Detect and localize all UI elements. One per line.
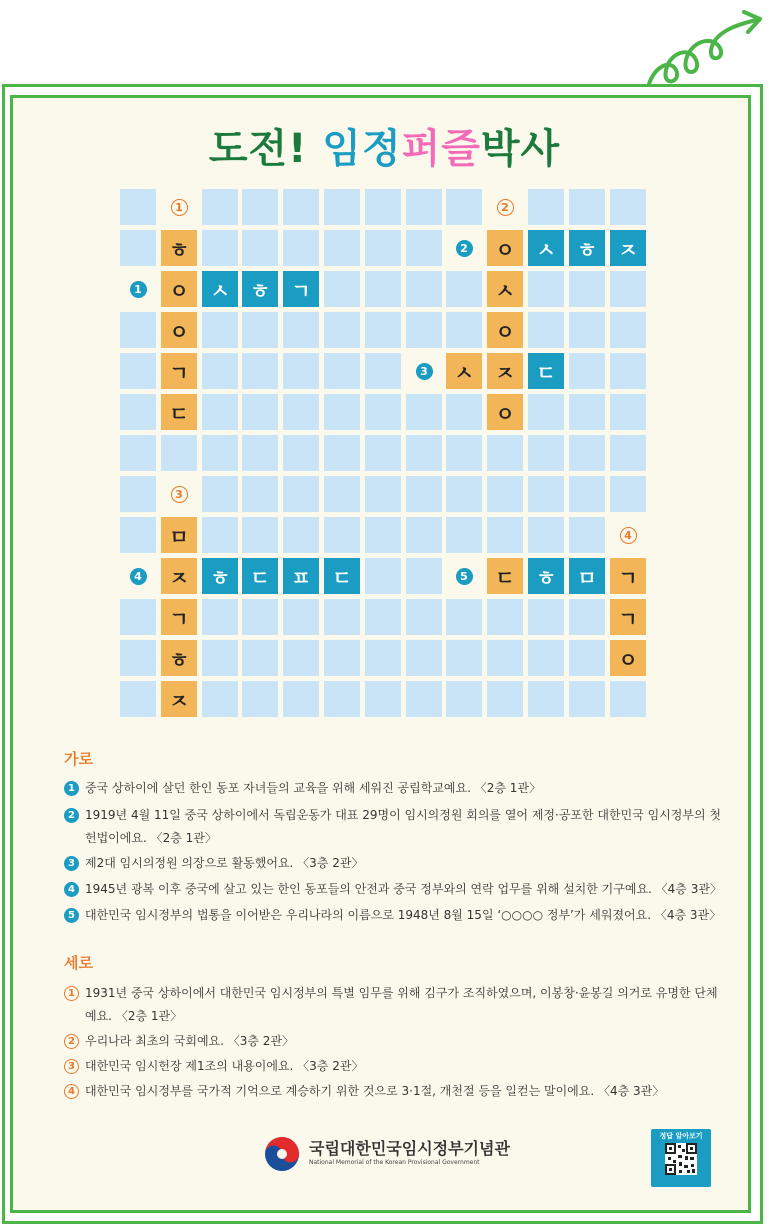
- clue-number: 4: [64, 882, 79, 897]
- blank-cell: [610, 353, 646, 389]
- blank-cell: [610, 189, 646, 225]
- blank-cell: [406, 271, 442, 307]
- blank-cell: [406, 394, 442, 430]
- blank-cell: [365, 353, 401, 389]
- letter-cell: ㅈ: [487, 353, 523, 389]
- blank-cell: [365, 681, 401, 717]
- title-part-puzzle: 퍼즐: [401, 126, 481, 172]
- blank-cell: [120, 476, 156, 512]
- clue-number: 1: [64, 781, 79, 796]
- across-clue: [64, 852, 724, 875]
- blank-cell: [242, 394, 278, 430]
- clue-number: 5: [64, 908, 79, 923]
- blank-cell: [528, 517, 564, 553]
- letter-cell: ㅇ: [487, 312, 523, 348]
- down-clue: [64, 1080, 724, 1103]
- blank-cell: [446, 312, 482, 348]
- letter-cell: ㅈ: [610, 230, 646, 266]
- blank-cell: [569, 476, 605, 512]
- across-number-marker: [446, 230, 482, 266]
- blank-cell: [528, 435, 564, 471]
- blank-cell: [202, 599, 238, 635]
- title-part-challenge: 도전!: [208, 126, 308, 172]
- blank-cell: [365, 394, 401, 430]
- blank-cell: [406, 558, 442, 594]
- letter-cell: ㅇ: [161, 312, 197, 348]
- blank-cell: [324, 599, 360, 635]
- blank-cell: [446, 189, 482, 225]
- blank-cell: [446, 599, 482, 635]
- letter-cell: ㄱ: [610, 558, 646, 594]
- blank-cell: [365, 599, 401, 635]
- down-clue: [64, 1055, 724, 1078]
- blank-cell: [528, 312, 564, 348]
- blank-cell: [487, 640, 523, 676]
- blank-cell: [487, 435, 523, 471]
- letter-cell: ㄷ: [324, 558, 360, 594]
- org-name-en: National Memorial of the Korean Provisional Government: [309, 1159, 480, 1166]
- down-heading: 세로: [64, 954, 93, 972]
- blank-cell: [202, 230, 238, 266]
- blank-cell: [365, 189, 401, 225]
- across-number-marker: [120, 558, 156, 594]
- across-number-marker: [120, 271, 156, 307]
- blank-cell: [242, 681, 278, 717]
- marker-number: 2: [497, 199, 514, 216]
- blank-cell: [202, 189, 238, 225]
- letter-cell: ㅎ: [161, 640, 197, 676]
- across-number-marker: [446, 558, 482, 594]
- taegeuk-logo-icon: [263, 1135, 301, 1173]
- blank-cell: [528, 599, 564, 635]
- letter-cell: ㅍ: [283, 558, 319, 594]
- letter-cell: ㄱ: [161, 599, 197, 635]
- down-number-marker: [161, 189, 197, 225]
- answer-qr-code[interactable]: [651, 1129, 711, 1187]
- letter-cell: ㄱ: [610, 599, 646, 635]
- blank-cell: [283, 394, 319, 430]
- blank-cell: [120, 312, 156, 348]
- blank-cell: [528, 189, 564, 225]
- blank-cell: [569, 271, 605, 307]
- clue-text: 중국 상하이에 살던 한인 동포 자녀들의 교육을 위해 세워진 공립학교예요. 〈2층 1관〉: [85, 781, 541, 795]
- blank-cell: [406, 312, 442, 348]
- blank-cell: [202, 312, 238, 348]
- clue-text: 대한민국 임시정부를 국가적 기억으로 계승하기 위한 것으로 3·1절, 개천절 등을 일컫는 말이에요. 〈4층 3관〉: [85, 1084, 665, 1098]
- letter-cell: ㅎ: [528, 558, 564, 594]
- blank-cell: [120, 230, 156, 266]
- blank-cell: [283, 353, 319, 389]
- blank-cell: [242, 230, 278, 266]
- letter-cell: ㄷ: [242, 558, 278, 594]
- marker-number: 4: [620, 527, 637, 544]
- blank-cell: [324, 353, 360, 389]
- letter-cell: ㄱ: [283, 271, 319, 307]
- clue-number: 2: [64, 1034, 79, 1049]
- blank-cell: [569, 353, 605, 389]
- down-number-marker: [487, 189, 523, 225]
- blank-cell: [365, 230, 401, 266]
- blank-cell: [610, 476, 646, 512]
- blank-cell: [528, 476, 564, 512]
- blank-cell: [406, 230, 442, 266]
- blank-cell: [446, 640, 482, 676]
- blank-cell: [528, 271, 564, 307]
- blank-cell: [202, 640, 238, 676]
- blank-cell: [120, 681, 156, 717]
- blank-cell: [487, 599, 523, 635]
- blank-cell: [242, 640, 278, 676]
- clue-text: 1919년 4월 11일 중국 상하이에서 독립운동가 대표 29명이 임시의정원 회의를 열어 제정·공포한 대한민국 임시정부의 첫 헌법이에요. 〈2층 1관〉: [85, 808, 721, 845]
- letter-cell: ㄱ: [161, 353, 197, 389]
- blank-cell: [202, 681, 238, 717]
- marker-number: 1: [130, 281, 147, 298]
- blank-cell: [283, 599, 319, 635]
- blank-cell: [283, 681, 319, 717]
- blank-cell: [406, 599, 442, 635]
- blank-cell: [569, 312, 605, 348]
- blank-cell: [120, 599, 156, 635]
- blank-cell: [283, 312, 319, 348]
- blank-cell: [569, 599, 605, 635]
- blank-cell: [569, 189, 605, 225]
- down-number-marker: [161, 476, 197, 512]
- blank-cell: [202, 476, 238, 512]
- blank-cell: [120, 640, 156, 676]
- blank-cell: [324, 189, 360, 225]
- blank-cell: [446, 681, 482, 717]
- blank-cell: [324, 394, 360, 430]
- title-part-imjeong: 임정: [307, 126, 402, 172]
- blank-cell: [324, 681, 360, 717]
- blank-cell: [365, 271, 401, 307]
- qr-code-icon: [665, 1143, 697, 1175]
- letter-cell: ㅅ: [446, 353, 482, 389]
- blank-cell: [365, 640, 401, 676]
- blank-cell: [120, 189, 156, 225]
- blank-cell: [487, 681, 523, 717]
- memorial-logo: [263, 1135, 510, 1173]
- letter-cell: ㅎ: [569, 230, 605, 266]
- org-name: 국립대한민국임시정부기념관: [309, 1139, 510, 1158]
- blank-cell: [406, 189, 442, 225]
- blank-cell: [365, 558, 401, 594]
- clue-text: 대한민국 임시헌장 제1조의 내용이에요. 〈3층 2관〉: [85, 1059, 364, 1073]
- letter-cell: ㅅ: [202, 271, 238, 307]
- blank-cell: [202, 517, 238, 553]
- page-title: [0, 123, 769, 175]
- across-number-marker: [406, 353, 442, 389]
- blank-cell: [446, 394, 482, 430]
- across-heading: 가로: [64, 750, 93, 768]
- across-clue: [64, 777, 724, 800]
- clue-number: 4: [64, 1084, 79, 1099]
- letter-cell: ㅅ: [528, 230, 564, 266]
- marker-number: 4: [130, 568, 147, 585]
- blank-cell: [569, 517, 605, 553]
- blank-cell: [283, 517, 319, 553]
- blank-cell: [202, 394, 238, 430]
- letter-cell: ㅇ: [161, 271, 197, 307]
- blank-cell: [324, 640, 360, 676]
- blank-cell: [446, 517, 482, 553]
- letter-cell: ㄷ: [528, 353, 564, 389]
- across-clue: [64, 878, 724, 901]
- letter-cell: ㅈ: [161, 681, 197, 717]
- letter-cell: ㅅ: [487, 271, 523, 307]
- clue-number: 3: [64, 856, 79, 871]
- blank-cell: [242, 599, 278, 635]
- blank-cell: [242, 189, 278, 225]
- blank-cell: [283, 640, 319, 676]
- blank-cell: [446, 271, 482, 307]
- marker-number: 2: [456, 240, 473, 257]
- blank-cell: [120, 353, 156, 389]
- marker-number: 3: [416, 363, 433, 380]
- marker-number: 5: [456, 568, 473, 585]
- down-clue: [64, 982, 724, 1028]
- blank-cell: [365, 435, 401, 471]
- blank-cell: [161, 435, 197, 471]
- letter-cell: ㅇ: [610, 640, 646, 676]
- blank-cell: [324, 271, 360, 307]
- blank-cell: [610, 681, 646, 717]
- blank-cell: [324, 435, 360, 471]
- blank-cell: [365, 476, 401, 512]
- down-number-marker: [610, 517, 646, 553]
- blank-cell: [446, 476, 482, 512]
- blank-cell: [610, 435, 646, 471]
- blank-cell: [202, 353, 238, 389]
- letter-cell: ㅁ: [161, 517, 197, 553]
- letter-cell: ㅇ: [487, 230, 523, 266]
- title-part-doctor: 박사: [480, 126, 561, 172]
- letter-cell: ㄷ: [161, 394, 197, 430]
- blank-cell: [569, 435, 605, 471]
- blank-cell: [569, 394, 605, 430]
- blank-cell: [610, 394, 646, 430]
- blank-cell: [406, 435, 442, 471]
- blank-cell: [446, 435, 482, 471]
- letter-cell: ㅎ: [161, 230, 197, 266]
- clue-text: 우리나라 최초의 국회예요. 〈3층 2관〉: [85, 1034, 295, 1048]
- blank-cell: [406, 640, 442, 676]
- blank-cell: [283, 435, 319, 471]
- blank-cell: [324, 312, 360, 348]
- blank-cell: [120, 435, 156, 471]
- across-clue: [64, 804, 724, 850]
- clue-text: 1945년 광복 이후 중국에 살고 있는 한인 동포들의 안전과 중국 정부와의 연락 업무를 위해 설치한 기구예요. 〈4층 3관〉: [85, 882, 722, 896]
- clue-number: 1: [64, 986, 79, 1001]
- blank-cell: [120, 517, 156, 553]
- blank-cell: [487, 517, 523, 553]
- blank-cell: [242, 435, 278, 471]
- blank-cell: [406, 681, 442, 717]
- blank-cell: [569, 640, 605, 676]
- letter-cell: ㅎ: [202, 558, 238, 594]
- qr-label: 정답 알아보기: [659, 1132, 703, 1140]
- blank-cell: [487, 476, 523, 512]
- blank-cell: [283, 476, 319, 512]
- blank-cell: [242, 476, 278, 512]
- marker-number: 1: [171, 199, 188, 216]
- blank-cell: [610, 271, 646, 307]
- blank-cell: [569, 681, 605, 717]
- blank-cell: [324, 476, 360, 512]
- letter-cell: ㅎ: [242, 271, 278, 307]
- blank-cell: [283, 230, 319, 266]
- blank-cell: [283, 189, 319, 225]
- clue-number: 3: [64, 1059, 79, 1074]
- clue-number: 2: [64, 808, 79, 823]
- blank-cell: [242, 517, 278, 553]
- letter-cell: ㅁ: [569, 558, 605, 594]
- blank-cell: [242, 353, 278, 389]
- blank-cell: [324, 230, 360, 266]
- blank-cell: [406, 476, 442, 512]
- blank-cell: [202, 435, 238, 471]
- blank-cell: [528, 640, 564, 676]
- blank-cell: [324, 517, 360, 553]
- letter-cell: ㅈ: [161, 558, 197, 594]
- blank-cell: [406, 517, 442, 553]
- blank-cell: [242, 312, 278, 348]
- letter-cell: ㄷ: [487, 558, 523, 594]
- blank-cell: [528, 394, 564, 430]
- letter-cell: ㅇ: [487, 394, 523, 430]
- clue-text: 제2대 임시의정원 의장으로 활동했어요. 〈3층 2관〉: [85, 856, 364, 870]
- blank-cell: [120, 394, 156, 430]
- blank-cell: [528, 681, 564, 717]
- marker-number: 3: [171, 486, 188, 503]
- down-clue: [64, 1030, 724, 1053]
- clue-text: 1931년 중국 상하이에서 대한민국 임시정부의 특별 임무를 위해 김구가 조직하였으며, 이봉창·윤봉길 의거로 유명한 단체예요. 〈2층 1관〉: [85, 986, 718, 1023]
- blank-cell: [365, 517, 401, 553]
- across-clue: [64, 904, 724, 927]
- blank-cell: [610, 312, 646, 348]
- blank-cell: [365, 312, 401, 348]
- clue-text: 대한민국 임시정부의 법통을 이어받은 우리나라의 이름으로 1948년 8월 15일 ‘○○○○ 정부’가 세워졌어요. 〈4층 3관〉: [85, 908, 722, 922]
